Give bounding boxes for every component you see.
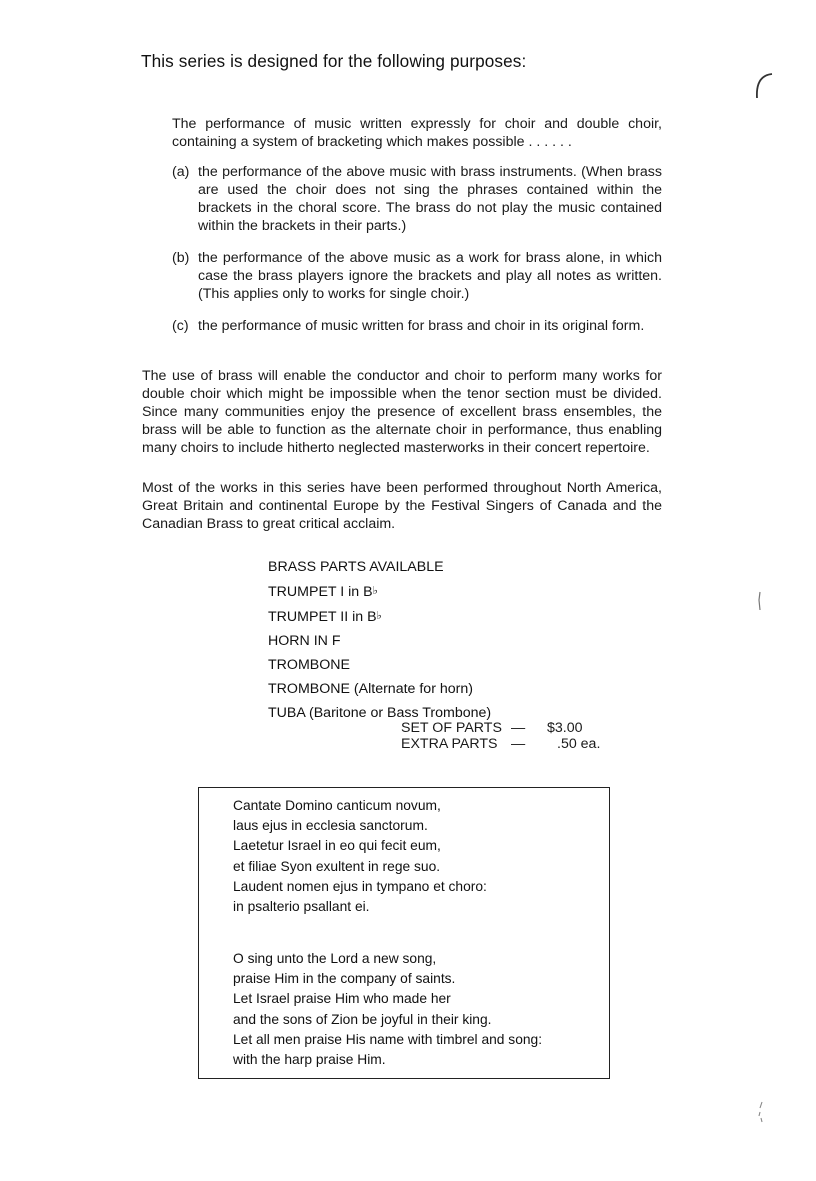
english-stanza	[233, 949, 542, 1070]
brass-part-name: TROMBONE (Alternate for horn)	[268, 681, 473, 697]
margin-mark-icon	[756, 1100, 766, 1124]
price-label: EXTRA PARTS	[401, 736, 498, 752]
latin-line: Cantate Domino canticum novum,	[233, 798, 441, 813]
intro-paragraph	[172, 115, 662, 151]
brass-part-name: TRUMPET II in B	[268, 609, 377, 625]
purpose-text: the performance of the above music with brass instruments. (When brass are used the choir does not sing the phrases contained within the brackets in the choral score. The brass do not play the music contained within the brackets in their parts.)	[198, 164, 662, 234]
brass-part-item	[268, 632, 491, 650]
brass-parts-list	[268, 558, 491, 722]
brass-part-name: HORN IN F	[268, 633, 341, 649]
english-line: Let Israel praise Him who made her	[233, 991, 451, 1007]
performance-history-paragraph: Most of the works in this series have been performed throughout North America, Great Britain and continental Europe by the Festival Singers of Canada and the Canadian Brass to great critical acclaim.	[142, 480, 662, 532]
brass-part-item	[268, 582, 491, 601]
brass-part-name: TRUMPET I in B	[268, 584, 373, 600]
price-row-set	[401, 720, 600, 736]
purposes-list	[172, 163, 662, 349]
purpose-text: the performance of the above music as a work for brass alone, in which case the brass players ignore the brackets and play all notes as written. (This applies only to works for single choir.)	[198, 250, 662, 302]
latin-stanza	[233, 796, 487, 917]
latin-line: laus ejus in ecclesia sanctorum.	[233, 818, 428, 834]
purpose-item-a	[172, 163, 662, 235]
price-value: $3.00	[547, 720, 583, 736]
latin-line: et filiae Syon exultent in rege suo.	[233, 858, 441, 874]
brass-part-item	[268, 607, 491, 626]
price-label: SET OF PARTS	[401, 720, 502, 736]
intro-text: The performance of music written expressly for choir and double choir, containing a system of bracketing which makes possible . . . . . .	[172, 116, 662, 150]
brass-part-name: TUBA (Baritone or Bass Trombone)	[268, 705, 492, 721]
purpose-item-c	[172, 317, 662, 335]
purpose-key: (b)	[172, 250, 190, 266]
english-line: Let all men praise His name with timbrel and song:	[233, 1031, 543, 1047]
latin-line: in psalterio psallant ei.	[233, 899, 370, 915]
english-line: O sing unto the Lord a new song,	[233, 951, 437, 966]
brass-part-item	[268, 656, 491, 674]
latin-line: Laudent nomen ejus in tympano et choro:	[233, 878, 487, 894]
brass-parts-title: BRASS PARTS AVAILABLE	[268, 559, 444, 575]
purpose-key: (c)	[172, 318, 189, 334]
english-line: praise Him in the company of saints.	[233, 971, 456, 987]
purpose-text: the performance of music written for brass and choir in its original form.	[198, 318, 645, 334]
flat-symbol: ♭	[376, 610, 382, 622]
brass-benefit-paragraph: The use of brass will enable the conductor and choir to perform many works for double choir which might be impossible when the tenor section must be divided. Since many communities enjoy the presence of excellent brass ensembles, the brass will be able to function as the alternate choir in performance, thus enabling many choirs to include hitherto neglected masterworks in their concert repertoire.	[142, 368, 662, 456]
page-heading: This series is designed for the following purposes:	[141, 51, 527, 71]
price-value: .50 ea.	[557, 736, 601, 752]
purpose-item-b	[172, 249, 662, 303]
margin-mark-icon	[756, 590, 764, 612]
english-line: and the sons of Zion be joyful in their king.	[233, 1011, 492, 1027]
price-row-extra	[401, 736, 600, 752]
price-dash: —	[511, 736, 526, 752]
english-line: with the harp praise Him.	[233, 1052, 386, 1068]
price-dash: —	[511, 720, 526, 736]
price-list	[401, 720, 600, 752]
purpose-key: (a)	[172, 164, 190, 180]
latin-line: Laetetur Israel in eo qui fecit eum,	[233, 838, 441, 854]
brass-part-item	[268, 680, 491, 698]
brass-part-name: TROMBONE	[268, 657, 350, 673]
flat-symbol: ♭	[372, 585, 378, 597]
psalm-text-box	[198, 787, 610, 1079]
margin-mark-icon	[752, 72, 774, 102]
